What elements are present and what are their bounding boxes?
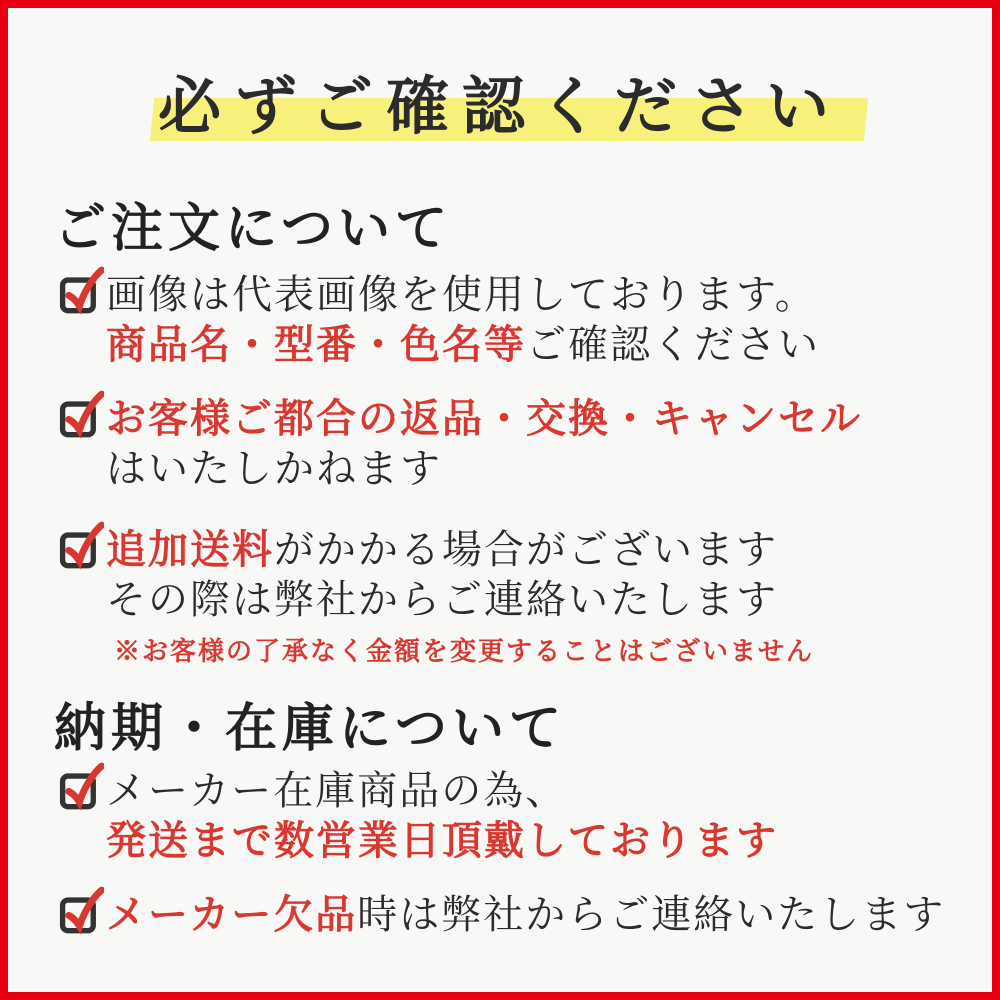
item5-line1-rest: 時は弊社からご連絡いたします [357,892,946,937]
item-text-line [106,320,820,370]
item-text-line [106,890,945,940]
checklist-item-returns [58,394,862,494]
checklist-item-out-of-stock [58,890,945,940]
item-text-line [106,766,778,816]
checkbox-checked-icon [58,388,104,440]
checkbox-checked-icon [58,519,104,571]
item3-line1-rest: がかかる場合がございます [274,527,778,572]
item3-line2: その際は弊社からご連絡いたします [106,577,778,622]
item1-line2-rest: ご確認ください [526,322,820,367]
item4-line2-emphasis: 発送まで数営業日頂戴しております [106,818,778,863]
item-text-line [106,270,820,320]
item1-line1: 画像は代表画像を使用しております。 [106,272,817,317]
item-text-line [106,394,862,444]
item3-line1-emphasis: 追加送料 [106,527,274,572]
checklist-item-representative-image [58,270,820,370]
item-text-line [106,575,814,625]
checklist-item-extra-shipping [58,525,814,669]
item3-disclaimer-note: ※お客様の了承なく金額を変更することはございません [114,637,815,666]
checkbox-checked-icon [58,760,104,812]
checklist-item-lead-time [58,766,778,866]
section-heading-stock: 納期・在庫について [54,701,566,758]
item-text-line [106,525,814,575]
item-text-line [106,816,778,866]
checkbox-checked-icon [58,264,104,316]
item1-line2-emphasis: 商品名・型番・色名等 [106,322,526,367]
page-title: 必ずご確認ください [158,72,842,142]
item2-line1-emphasis: お客様ご都合の返品・交換・キャンセル [106,396,862,441]
item5-line1-emphasis: メーカー欠品 [106,892,358,937]
section-heading-order: ご注文について [54,201,452,258]
item2-line2: はいたしかねます [106,446,442,491]
item4-line1: メーカー在庫商品の為、 [106,768,568,813]
item-text-line [106,444,862,494]
checkbox-checked-icon [58,884,104,936]
